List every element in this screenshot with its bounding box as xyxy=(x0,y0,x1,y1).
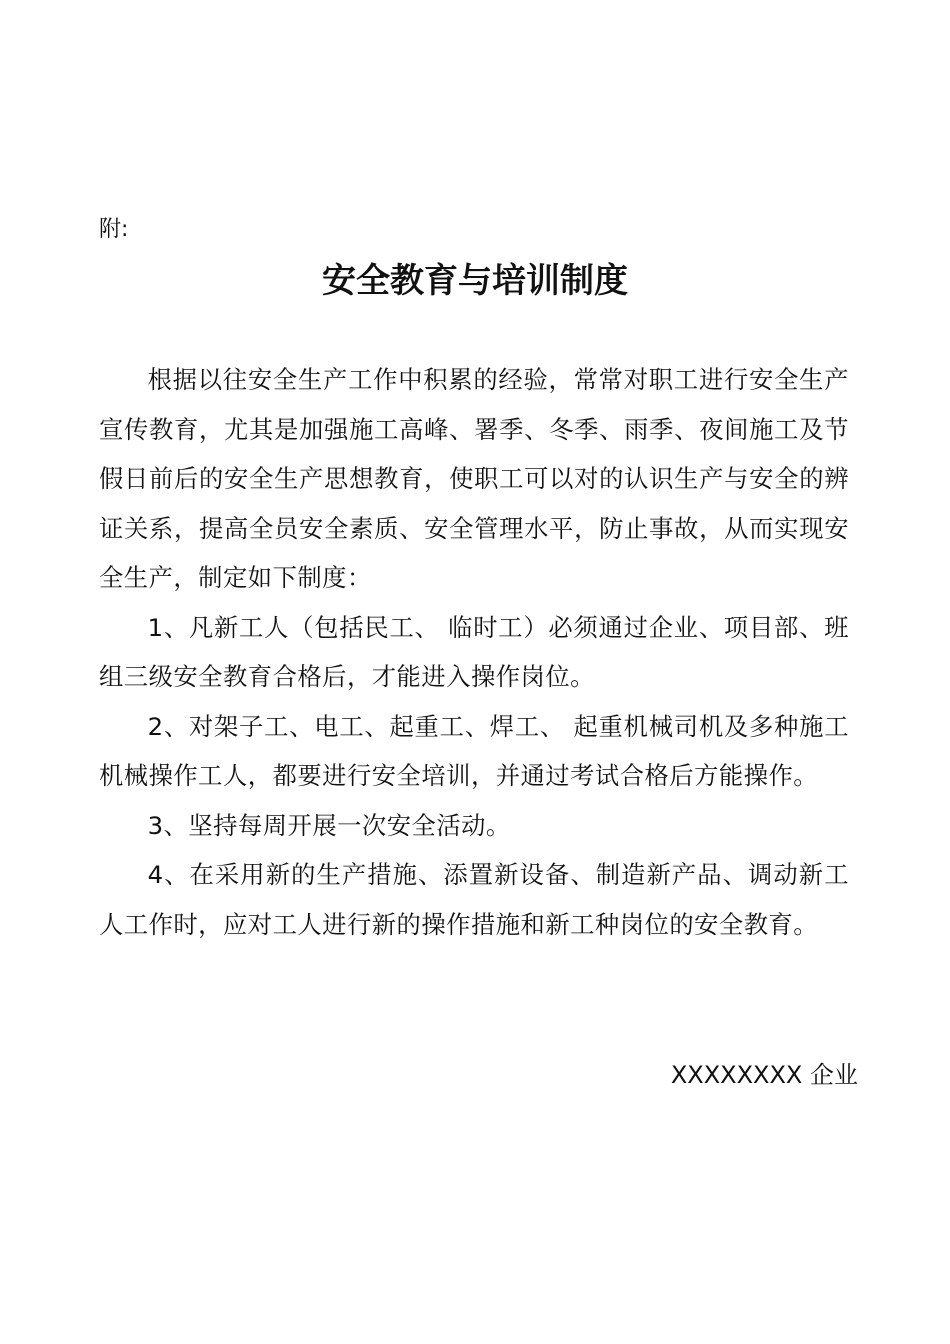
intro-paragraph: 根据以往安全生产工作中积累的经验，常常对职工进行安全生产宣传教育，尤其是加强施工高峰、署季、冬季、雨季、夜间施工及节假日前后的安全生产思想教育，使职工可以对的认识生产与安全的辨证关系，提高全员安全素质、安全管理水平，防止事故，从而实现安全生产，制定如下制度： xyxy=(99,365,849,592)
rule-item-1: 1、凡新工人（包括民工、 临时工）必须通过企业、项目部、班组三级安全教育合格后，才能进入操作岗位。 xyxy=(99,612,849,691)
document-title: 安全教育与培训制度 xyxy=(322,261,628,301)
rule-item-4: 4、在采用新的生产措施、添置新设备、制造新产品、调动新工人工作时，应对工人进行新的操作措施和新工种岗位的安全教育。 xyxy=(99,860,849,939)
rule-item-3: 3、坚持每周开展一次安全活动。 xyxy=(147,810,511,840)
signature: XXXXXXXX 企业 xyxy=(670,1061,858,1089)
attachment-label: 附: xyxy=(99,217,129,242)
document-body xyxy=(99,355,849,949)
rule-item-2: 2、对架子工、电工、起重工、焊工、 起重机械司机及多种施工机械操作工人，都要进行安全培训，并通过考试合格后方能操作。 xyxy=(99,711,849,790)
